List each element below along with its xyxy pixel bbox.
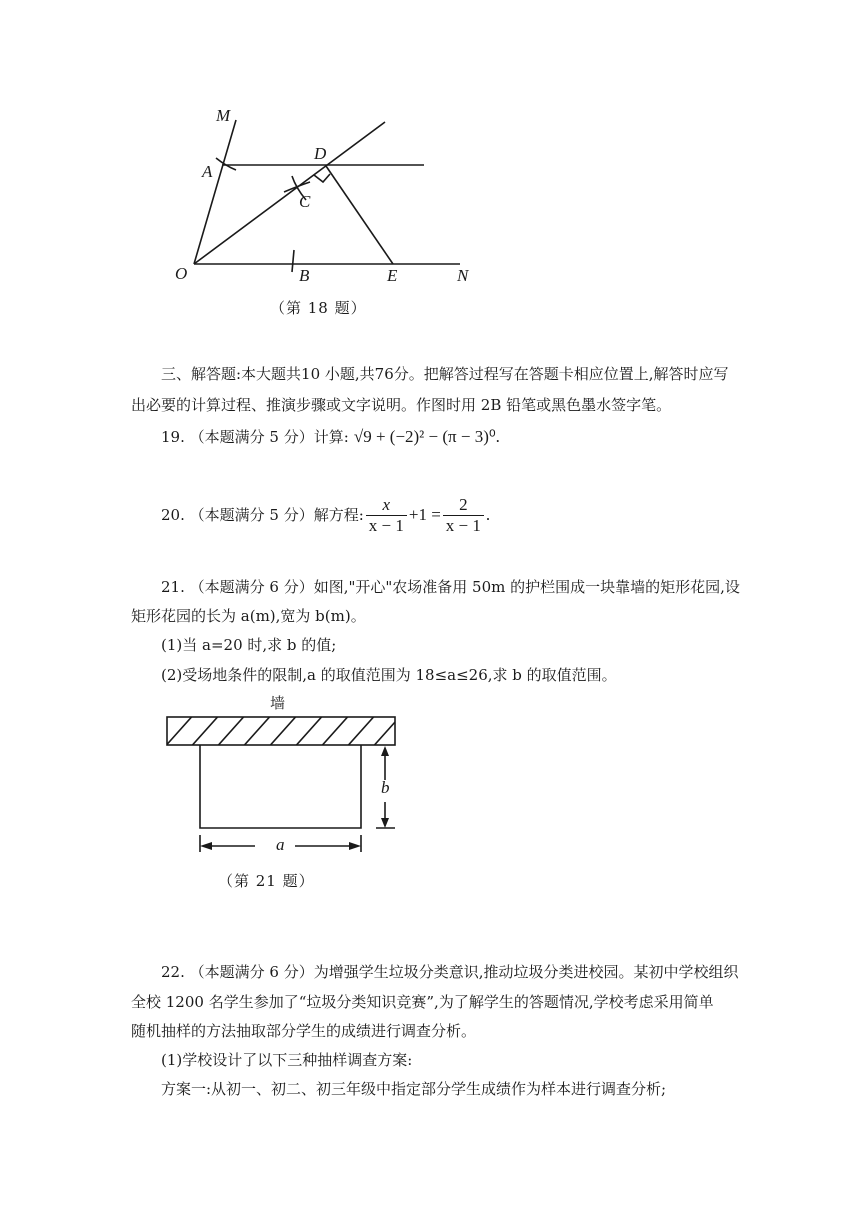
figure-21-a-label: a: [276, 835, 285, 854]
section-3-line-2: 出必要的计算过程、推演步骤或文字说明。作图时用 2B 铅笔或黑色墨水签字笔。: [131, 396, 672, 414]
figure-21-b-label: b: [381, 778, 390, 797]
label-N: N: [457, 266, 469, 285]
section-3-line-1: 三、解答题:本大题共10 小题,共76分。把解答过程写在答题卡相应位置上,解答时应写: [161, 365, 729, 383]
figure-18: [160, 100, 490, 330]
question-22-part-1: (1)学校设计了以下三种抽样调查方案:: [161, 1051, 413, 1069]
figure-21-wall-label: 墙: [270, 694, 286, 712]
label-E: E: [387, 266, 398, 285]
question-21-line-1: 21. （本题满分 6 分）如图,"开心"农场准备用 50m 的护栏围成一块靠墙的矩形花园,设: [161, 578, 740, 596]
label-B: B: [299, 266, 310, 285]
question-22-line-2: 全校 1200 名学生参加了“垃圾分类知识竞赛”,为了解学生的答题情况,学校考虑采用简单: [131, 993, 714, 1011]
question-19: [161, 427, 500, 451]
label-A: A: [202, 162, 213, 181]
question-20-prefix: 20. （本题满分 5 分）解方程:: [161, 506, 364, 524]
question-21-line-2: 矩形花园的长为 a(m),宽为 b(m)。: [131, 607, 366, 625]
rhs-denominator: x − 1: [445, 515, 481, 535]
question-22-line-3: 随机抽样的方法抽取部分学生的成绩进行调查分析。: [131, 1022, 477, 1040]
question-19-prefix: 19. （本题满分 5 分）计算:: [161, 428, 349, 446]
question-21-part-1: (1)当 a=20 时,求 b 的值;: [161, 636, 337, 654]
lhs-numerator: x: [366, 495, 407, 516]
label-D: D: [314, 144, 327, 163]
label-C: C: [299, 192, 311, 211]
figure-18-diagram: [160, 100, 490, 290]
question-20: [161, 492, 490, 538]
question-20-rhs-fraction: [443, 495, 484, 536]
lhs-denominator: x − 1: [368, 515, 404, 535]
figure-18-caption: （第 18 题）: [270, 299, 367, 317]
question-20-end: .: [485, 505, 491, 524]
question-21-part-2: (2)受场地条件的限制,a 的取值范围为 18≤a≤26,求 b 的取值范围。: [161, 666, 617, 684]
question-22-line-1: 22. （本题满分 6 分）为增强学生垃圾分类意识,推动垃圾分类进校园。某初中学校组织: [161, 963, 739, 981]
question-20-middle: +1 =: [408, 505, 441, 524]
figure-21: [160, 690, 420, 900]
label-O: O: [175, 264, 188, 283]
question-22-plan-1: 方案一:从初一、初二、初三年级中指定部分学生成绩作为样本进行调查分析;: [161, 1080, 667, 1098]
figure-21-caption: （第 21 题）: [218, 872, 315, 890]
label-M: M: [216, 106, 231, 125]
question-19-expression: √9 + (−2)² − (π − 3)⁰.: [353, 427, 500, 446]
figure-21-diagram: [160, 690, 420, 860]
question-20-lhs-fraction: [366, 495, 407, 536]
rhs-numerator: 2: [443, 495, 484, 516]
